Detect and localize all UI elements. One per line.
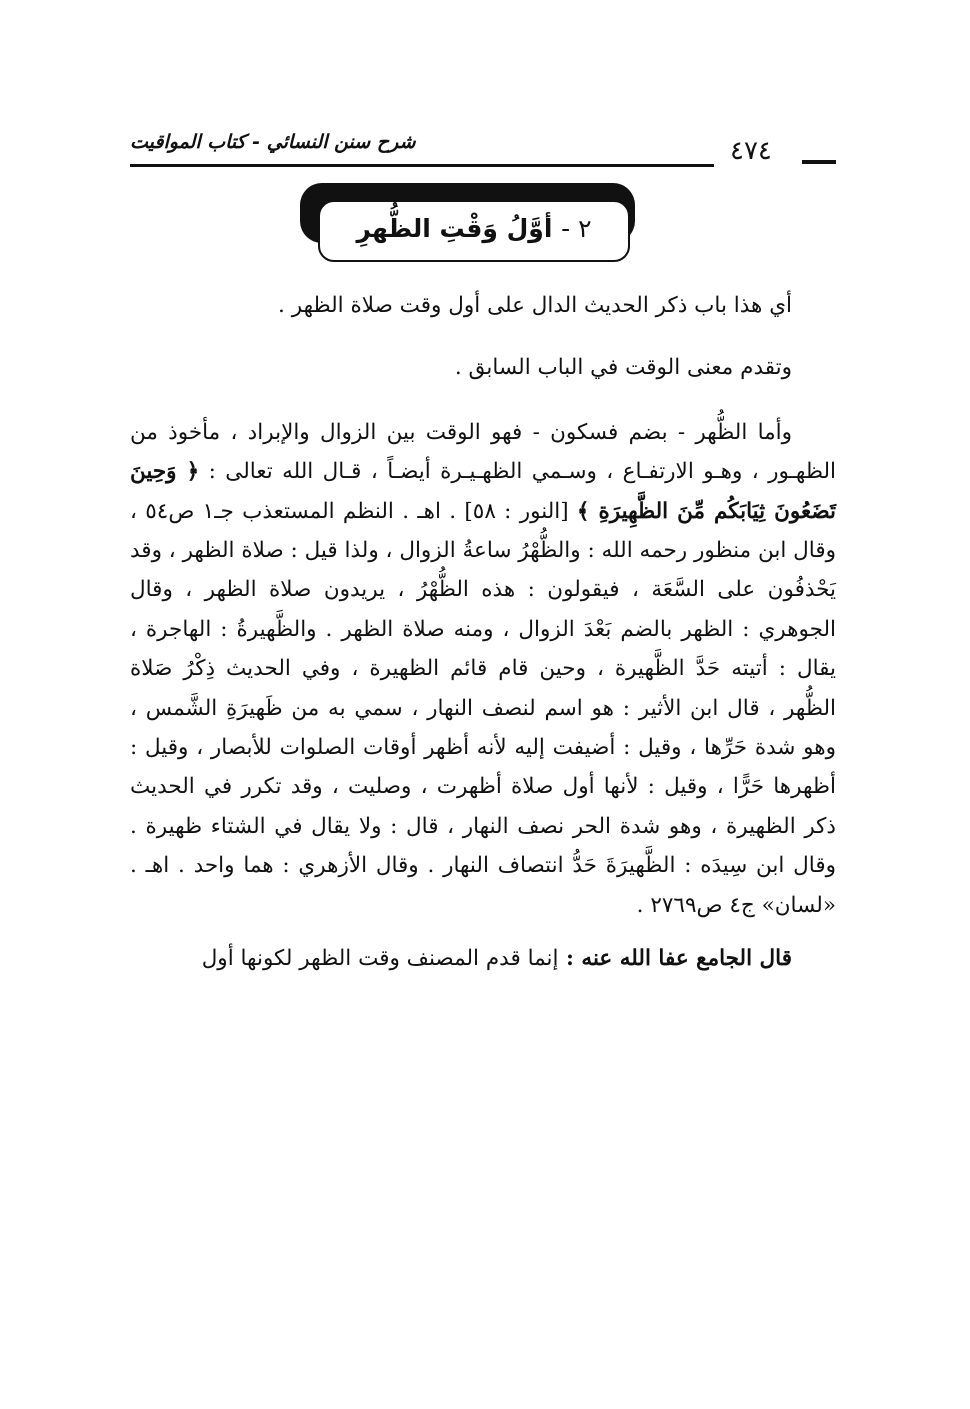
paragraph-text: إنما قدم المصنف وقت الظهر لكونها أول	[201, 946, 559, 972]
paragraph-text: وأما الظُّهر - بضم فسكون - فهو الوقت بين الزوال والإبراد ، مأخوذ من الظهـور ، وهـو الارتفـاع ، وسـمي الظهـيـرة أيضـاً ، قـال الله تعالى :	[130, 419, 836, 485]
quran-verse: ﴿ وَحِينَ تَضَعُونَ ثِيَابَكُم مِّنَ الظَّهِيرَةِ ﴾	[130, 459, 836, 524]
header-rule	[130, 164, 714, 167]
running-title: شرح سنن النسائي - كتاب المواقيت	[130, 131, 416, 153]
paragraph-text: وتقدم معنى الوقت في الباب السابق .	[454, 355, 792, 381]
body-text	[130, 286, 836, 979]
paragraph-lead: قال الجامع عفا الله عنه :	[558, 946, 792, 972]
page-number-dash	[802, 160, 836, 164]
paragraph-text: أي هذا باب ذكر الحديث الدال على أول وقت صلاة الظهر .	[278, 293, 792, 318]
paragraph-text: [النور : ٥٨] . اهـ . النظم المستعذب جـ١ ص٥٤ ، وقال ابن منظور رحمه الله : والظُّهْرُ ساعةُ الزوال ، ولذا قيل : صلاة الظهر ، وقد يَحْذفُون على السَّعَة ، فيقولون : هذه الظُّهْرُ ، يريدون صلاة الظهر ، وقال الجوهري : الظهر بالضم بَعْدَ الزوال ، ومنه صلاة الظهر . والظَّهيرةُ : الهاجرة ، يقال : أتيته حَدَّ الظَّهيرة ، وحين قام قائم الظهيرة ، وفي الحديث ذِكْرُ صَلاة الظُّهر ، قال ابن الأثير : هو اسم لنصف النهار ، سمي به من ظَهيرَةِ الشَّمس ، وهو شدة حَرِّها ، وقيل : أضيفت إليه لأنه أظهر أوقات الصلوات للأبصار ، وقيل : أظهرها حَرًّا ، وقيل : لأنها أول صلاة أظهرت ، وصليت ، وقد تكرر في الحديث ذكر الظهيرة ، وهو شدة الحر نصف النهار ، قال : ولا يقال في الشتاء ظهيرة . وقال ابن سِيدَه : الظَّهيرَةَ حَدُّ انتصاف النهار . وقال الأزهري : هما واحد . اهـ . «لسان» ج٤ ص٢٧٦٩ .	[130, 498, 836, 918]
chapter-number: ٢ -	[561, 214, 592, 243]
paragraph	[130, 286, 836, 325]
chapter-heading	[318, 200, 630, 262]
chapter-title: أوَّلُ وَقْتِ الظُّهرِ	[356, 214, 553, 243]
paragraph	[130, 413, 836, 925]
page-number: ٤٧٤	[730, 136, 772, 166]
paragraph	[130, 348, 836, 387]
paragraph	[130, 939, 836, 978]
